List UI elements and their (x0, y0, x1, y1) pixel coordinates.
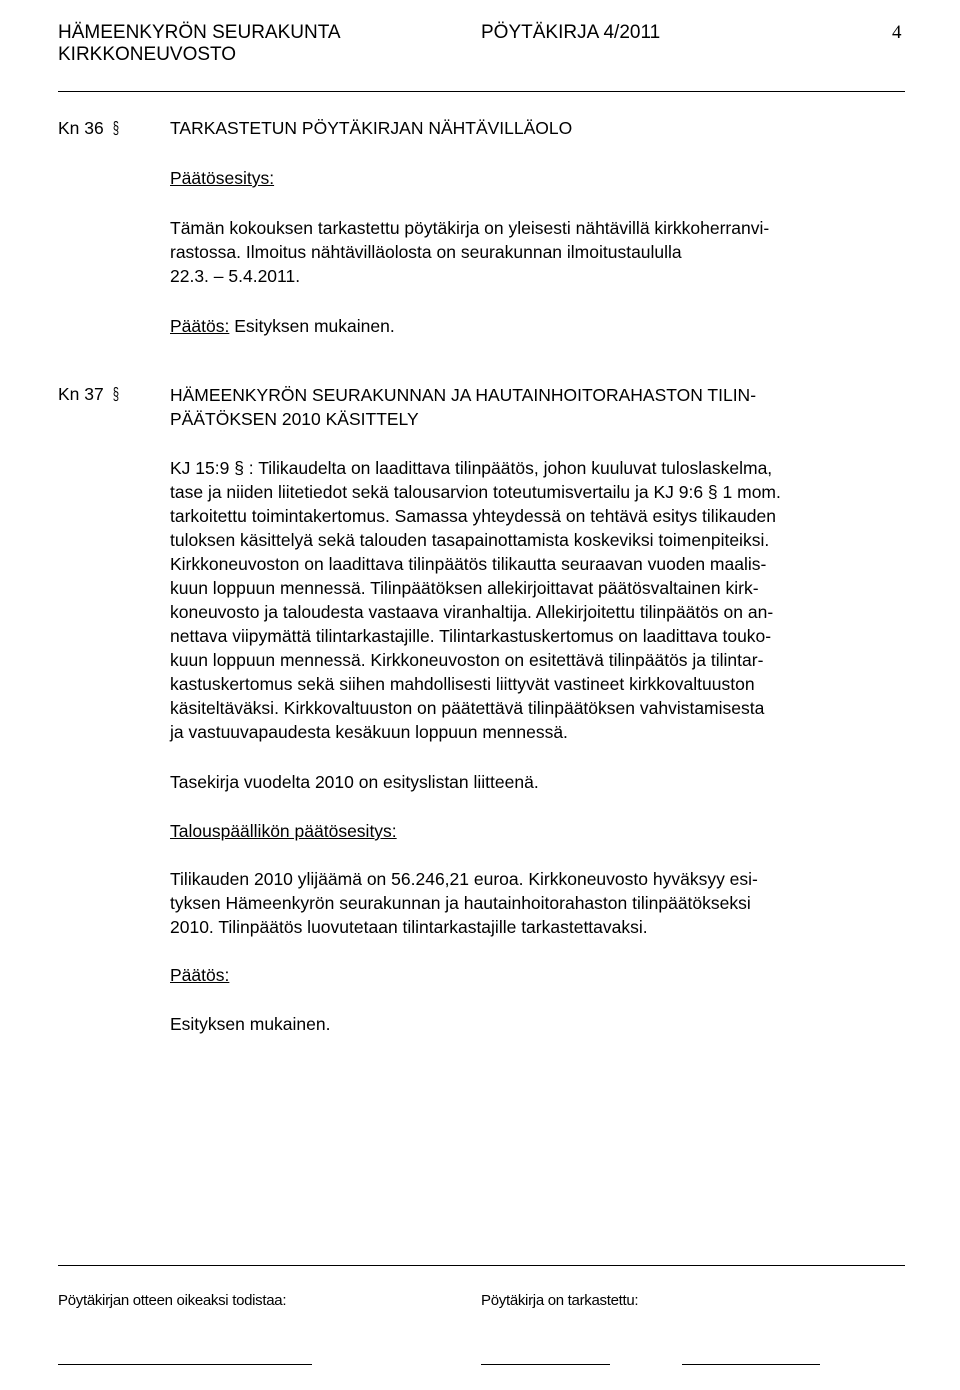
section-kn37-proposal-label: Talouspäällikön päätösesitys: (170, 821, 397, 841)
section-title-line: PÄÄTÖKSEN 2010 KÄSITTELY (170, 409, 419, 429)
proposal-line: tyksen Hämeenkyrön seurakunnan ja hautainhoitorahaston tilinpäätökseksi (170, 893, 751, 913)
page-number: 4 (892, 22, 902, 43)
section-number: Kn 37 (58, 384, 104, 404)
section-kn37-proposal (170, 867, 758, 939)
body-line: koneuvosto ja taloudesta vastaava viranhaltija. Allekirjoitettu tilinpäätös on an- (170, 602, 774, 622)
section-kn36-title (170, 116, 572, 140)
body-line: tarkoitettu toimintakertomus. Samassa yhteydessä on tehtävä esitys tilikauden (170, 506, 776, 526)
signature-line-checker-1 (481, 1364, 610, 1365)
body-line: KJ 15:9 § : Tilikaudelta on laadittava tilinpäätös, johon kuuluvat tuloslaskelma, (170, 458, 773, 478)
section-kn37-title (170, 383, 756, 431)
header-org-line1: HÄMEENKYRÖN SEURAKUNTA (58, 22, 341, 43)
body-line: 22.3. – 5.4.2011. (170, 266, 301, 286)
body-line: kuun loppuun mennessä. Kirkkoneuvoston on esitettävä tilinpäätös ja tilintar- (170, 650, 764, 670)
decision-text: Esityksen mukainen. (234, 316, 395, 336)
body-line: ja vastuuvapaudesta kesäkuun loppuun mennessä. (170, 722, 568, 742)
section-title-line: TARKASTETUN PÖYTÄKIRJAN NÄHTÄVILLÄOLO (170, 118, 573, 138)
body-line: tase ja niiden liitetiedot sekä talousarvion toteutumisvertailu ja KJ 9:6 § 1 mom. (170, 482, 781, 502)
body-line: kastuskertomus sekä siihen mahdollisesti liittyvät vastineet kirkkovaltuuston (170, 674, 755, 694)
section-kn37-attachment: Tasekirja vuodelta 2010 on esityslistan liitteenä. (170, 772, 539, 792)
section-kn37-body (170, 456, 781, 744)
body-line: nettava viipymättä tilintarkastajille. Tilintarkastuskertomus on laadittava touko- (170, 626, 772, 646)
body-line: käsiteltäväksi. Kirkkovaltuuston on päätettävä tilinpäätöksen vahvistamisesta (170, 698, 765, 718)
body-line: tuloksen käsittelyä sekä talouden tasapainottamista koskeviksi toimenpiteiksi. (170, 530, 770, 550)
section-kn37-decision-label: Päätös: (170, 965, 230, 985)
header-org (58, 22, 341, 66)
footer-certify-label: Pöytäkirjan otteen oikeaksi todistaa: (58, 1292, 287, 1309)
section-kn36-proposal-label: Päätösesitys: (170, 168, 275, 188)
section-kn36-number (58, 118, 120, 139)
body-line: rastossa. Ilmoitus nähtävilläolosta on seurakunnan ilmoitustaululla (170, 242, 682, 262)
decision-label: Päätös: (170, 316, 230, 336)
signature-line-checker-2 (682, 1364, 820, 1365)
section-number: Kn 36 (58, 118, 104, 138)
header-rule (58, 91, 905, 92)
section-sign: § (112, 384, 119, 404)
section-title-line: HÄMEENKYRÖN SEURAKUNNAN JA HAUTAINHOITORAHASTON TILIN- (170, 385, 757, 405)
section-kn36-body (170, 216, 769, 288)
section-kn37-decision-text: Esityksen mukainen. (170, 1014, 331, 1034)
body-line: Tämän kokouksen tarkastettu pöytäkirja on yleisesti nähtävillä kirkkoherranvi- (170, 218, 770, 238)
footer-checked-label: Pöytäkirja on tarkastettu: (481, 1292, 639, 1309)
header-org-line2: KIRKKONEUVOSTO (58, 44, 237, 65)
body-line: Kirkkoneuvoston on laadittava tilinpäätös tilikautta seuraavan vuoden maalis- (170, 554, 767, 574)
header-doc: PÖYTÄKIRJA 4/2011 (481, 22, 661, 43)
proposal-line: 2010. Tilinpäätös luovutetaan tilintarkastajille tarkastettavaksi. (170, 917, 648, 937)
signature-line-certify (58, 1364, 312, 1365)
section-sign: § (112, 118, 119, 138)
proposal-line: Tilikauden 2010 ylijäämä on 56.246,21 euroa. Kirkkoneuvosto hyväksyy esi- (170, 869, 758, 889)
section-kn37-number (58, 384, 120, 405)
body-line: kuun loppuun mennessä. Tilinpäätöksen allekirjoittavat päätösvaltainen kirk- (170, 578, 759, 598)
section-kn36-decision (170, 314, 395, 338)
footer-rule (58, 1265, 905, 1266)
